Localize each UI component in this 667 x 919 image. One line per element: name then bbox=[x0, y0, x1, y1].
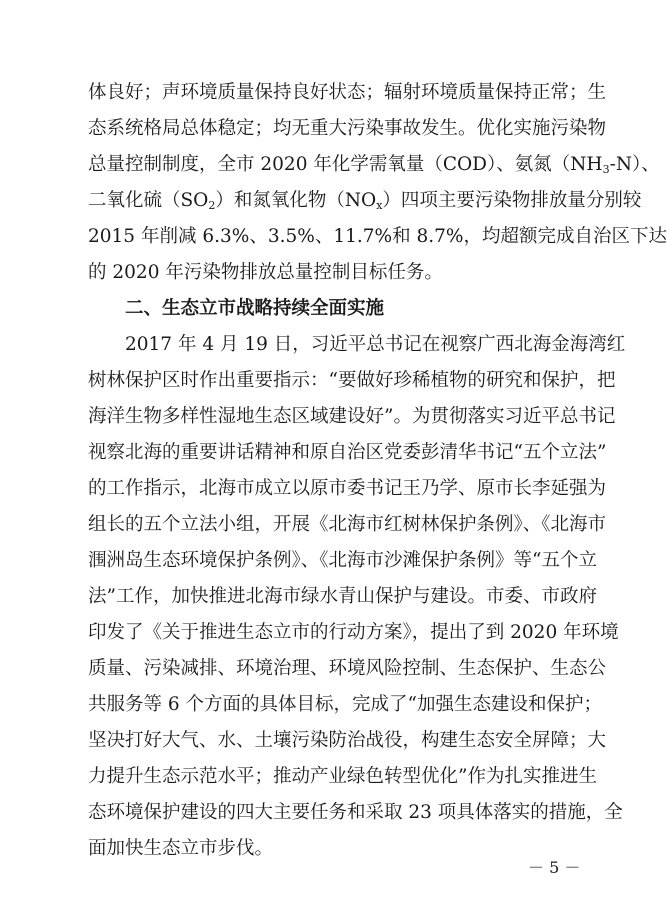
paragraph-line: 共服务等 6 个方面的具体目标，完成了“加强生态建设和保护； bbox=[88, 694, 602, 715]
paragraph-line: 组长的五个立法小组，开展《北海市红树林保护条例》、《北海市 bbox=[88, 514, 607, 535]
page-number: － 5 － bbox=[528, 858, 581, 877]
paragraph-line: 海洋生物多样性湿地生态区域建设好”。为贯彻落实习近平总书记 bbox=[88, 406, 616, 427]
section-heading: 二、生态立市战略持续全面实施 bbox=[125, 298, 385, 319]
subscript: 2 bbox=[208, 199, 216, 212]
text-run: ）四项主要污染物排放量分别较 bbox=[382, 190, 642, 211]
paragraph-line: 力提升生态示范水平；推动产业绿色转型优化”作为扎实推进生 bbox=[88, 766, 597, 787]
paragraph-line: 态系统格局总体稳定；均无重大污染事故发生。优化实施污染物 bbox=[88, 118, 607, 139]
text-run: 总量控制制度，全市 2020 年化学需氧量（COD）、氨氮（NH bbox=[88, 154, 603, 175]
paragraph-line: 树林保护区时作出重要指示：“要做好珍稀植物的研究和保护，把 bbox=[88, 370, 616, 391]
paragraph-line: 视察北海的重要讲话精神和原自治区党委彭清华书记“五个立法” bbox=[88, 442, 607, 463]
paragraph-line: 的 2020 年污染物排放总量控制目标任务。 bbox=[88, 262, 443, 283]
paragraph-line: 质量、污染减排、环境治理、环境风险控制、生态保护、生态公 bbox=[88, 658, 607, 679]
text-run: ）和氮氧化物（NO bbox=[215, 190, 377, 211]
subscript: x bbox=[376, 199, 383, 212]
paragraph-line: 印发了《关于推进生态立市的行动方案》，提出了到 2020 年环境 bbox=[88, 622, 619, 643]
text-run: -N）、 bbox=[609, 154, 660, 175]
paragraph-line: 面加快生态立市步伐。 bbox=[88, 838, 274, 859]
paragraph-line bbox=[88, 189, 642, 213]
text-run: 二氧化硫（SO bbox=[88, 190, 209, 211]
paragraph-line: 涠洲岛生态环境保护条例》、《北海市沙滩保护条例》等“五个立 bbox=[88, 550, 597, 571]
subscript: 3 bbox=[602, 163, 610, 176]
paragraph-line: 2015 年削减 6.3%、3.5%、11.7%和 8.7%，均超额完成自治区下达 bbox=[88, 226, 667, 247]
paragraph-line bbox=[88, 153, 660, 177]
paragraph-line: 坚决打好大气、水、土壤污染防治战役，构建生态安全屏障；大 bbox=[88, 730, 607, 751]
paragraph-line: 法”工作，加快推进北海市绿水青山保护与建设。市委、市政府 bbox=[88, 586, 597, 607]
paragraph-line: 体良好；声环境质量保持良好状态；辐射环境质量保持正常；生 bbox=[88, 82, 607, 103]
paragraph-line: 的工作指示，北海市成立以原市委书记王乃学、原市长李延强为 bbox=[88, 478, 607, 499]
paragraph-line: 态环境保护建设的四大主要任务和采取 23 项具体落实的措施，全 bbox=[88, 802, 623, 823]
paragraph-line: 2017 年 4 月 19 日，习近平总书记在视察广西北海金海湾红 bbox=[125, 334, 626, 355]
